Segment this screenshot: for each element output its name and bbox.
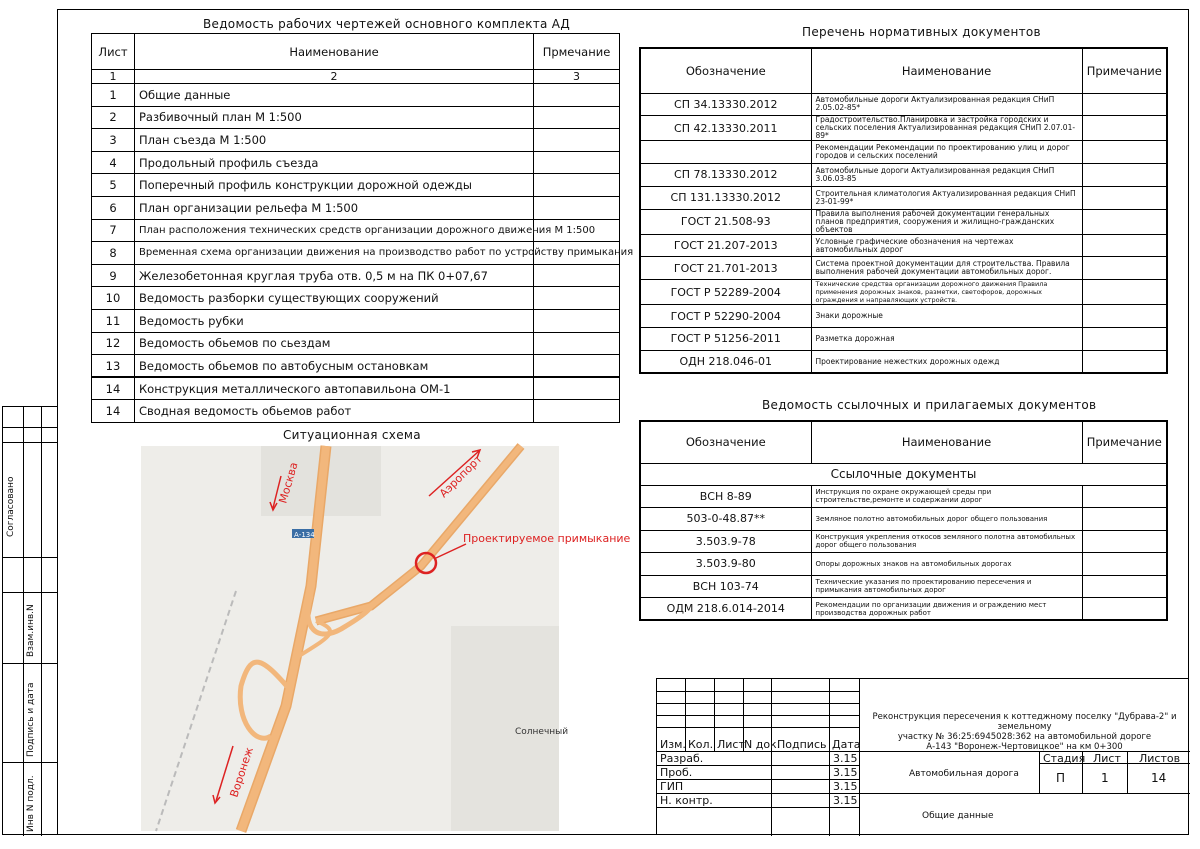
register-sheet-name: Временная схема организации движения на производство работ по устройству примыкания <box>135 242 534 265</box>
normative-row <box>640 305 1167 328</box>
reference-row <box>640 553 1167 576</box>
reference-code: 3.503.9-80 <box>640 553 811 576</box>
reference-row <box>640 575 1167 598</box>
register-sheet-note <box>534 355 620 378</box>
tb-project-title: Реконструкция пересечения к коттеджному поселку "Дубрава-2" и земельному участку № 36:25:6945028:362 на автомобильной дороге А-143 "Воронеж-Чертовицкое" на км 0+300 <box>872 712 1177 752</box>
reference-header-name: Наименование <box>811 421 1082 463</box>
register-sheet-number: 5 <box>92 174 135 197</box>
normative-code: СП 34.13330.2012 <box>640 93 811 116</box>
normative-row <box>640 257 1167 280</box>
normative-note <box>1082 328 1167 351</box>
reference-name: Инструкция по охране окружающей среды при строительстве,ремонте и содержании дорог <box>811 485 1082 508</box>
normative-row <box>640 164 1167 187</box>
margin-label-agreed: Согласовано <box>6 476 16 537</box>
register-row <box>92 129 620 152</box>
reference-note <box>1082 598 1167 621</box>
register-sheet-note <box>534 129 620 152</box>
reference-row <box>640 530 1167 553</box>
title-block <box>656 678 1189 835</box>
register-sheet-note <box>534 174 620 197</box>
normative-row <box>640 328 1167 351</box>
reference-name: Технические указания по проектированию пересечения и примыкания автомобильных дорог <box>811 575 1082 598</box>
register-header-note: Прмечание <box>534 34 620 70</box>
tb-sheet-value: 1 <box>1101 771 1109 785</box>
label-village: Солнечный <box>515 727 569 737</box>
normative-header-name: Наименование <box>811 48 1082 93</box>
margin-label-signature-date: Подпись и дата <box>26 682 36 757</box>
register-row <box>92 377 620 400</box>
register-row <box>92 242 620 265</box>
normative-note <box>1082 164 1167 187</box>
tb-date: 3.15 <box>833 752 858 765</box>
register-sheet-number: 14 <box>92 400 135 423</box>
reference-name: Конструкция укрепления откосов земляного полотна автомобильных дорог общего пользования <box>811 530 1082 553</box>
tb-header-date: Дата <box>832 738 861 751</box>
label-junction: Проектируемое примыкание <box>463 532 631 545</box>
register-sheet-note <box>534 332 620 355</box>
reference-note <box>1082 553 1167 576</box>
register-sheet-note <box>534 264 620 287</box>
normative-note <box>1082 234 1167 257</box>
normative-note <box>1082 305 1167 328</box>
margin-label-replace-inv: Взам.инв.N <box>26 604 36 657</box>
tb-header-sheet: Лист <box>717 738 745 751</box>
normative-name: Рекомендации Рекомендации по проектированию улиц и дорог городов и сельских поселений <box>811 141 1082 164</box>
register-sheet-name: Конструкция металлического автопавильона ОМ-1 <box>135 377 534 400</box>
reference-docs-table <box>639 420 1168 621</box>
reference-row <box>640 508 1167 531</box>
register-sheet-name: План расположения технических средств организации дорожного движения М 1:500 <box>135 219 534 242</box>
normative-name: Условные графические обозначения на чертежах автомобильных дорог <box>811 234 1082 257</box>
register-row <box>92 174 620 197</box>
register-sheet-note <box>534 151 620 174</box>
normative-note <box>1082 280 1167 305</box>
tb-sheets-label: Листов <box>1139 752 1181 765</box>
reference-code: ВСН 103-74 <box>640 575 811 598</box>
normative-row <box>640 280 1167 305</box>
register-sheet-name: Железобетонная круглая труба отв. 0,5 м на ПК 0+07,67 <box>135 264 534 287</box>
normative-header-note: Примечание <box>1082 48 1167 93</box>
reference-name: Опоры дорожных знаков на автомобильных дорогах <box>811 553 1082 576</box>
register-row <box>92 84 620 107</box>
reference-code: 3.503.9-78 <box>640 530 811 553</box>
register-sheet-number: 13 <box>92 355 135 378</box>
register-row <box>92 287 620 310</box>
normative-row <box>640 350 1167 373</box>
reference-section-label: Ссылочные документы <box>640 463 1167 485</box>
tb-role: ГИП <box>660 780 684 793</box>
normative-code <box>640 141 811 164</box>
register-sheet-number: 12 <box>92 332 135 355</box>
reference-name: Рекомендации по организации движения и ограждению мест производства дорожных работ <box>811 598 1082 621</box>
tb-header-qty: Кол. <box>688 738 714 751</box>
normative-code: ГОСТ Р 52290-2004 <box>640 305 811 328</box>
reference-code: ВСН 8-89 <box>640 485 811 508</box>
tb-date: 3.15 <box>833 780 858 793</box>
tb-sheets-value: 14 <box>1151 771 1167 785</box>
drawings-register-title: Ведомость рабочих чертежей основного комплекта АД <box>203 17 570 31</box>
register-sheet-number: 1 <box>92 84 135 107</box>
normative-row <box>640 209 1167 234</box>
normative-code: ГОСТ 21.508-93 <box>640 209 811 234</box>
normative-name: Автомобильные дороги Актуализированная редакция СНиП 3.06.03-85 <box>811 164 1082 187</box>
tb-role: Н. контр. <box>660 794 713 807</box>
register-header-num: 1 <box>92 70 135 84</box>
label-voronezh: Воронеж <box>227 745 256 799</box>
reference-code: 503-0-48.87** <box>640 508 811 531</box>
register-sheet-number: 3 <box>92 129 135 152</box>
drawings-register-table <box>91 33 634 423</box>
register-sheet-name: Ведомость рубки <box>135 309 534 332</box>
tb-header-doc: N док. <box>744 738 781 751</box>
normative-docs-table <box>639 47 1168 374</box>
reference-name: Земляное полотно автомобильных дорог общего пользования <box>811 508 1082 531</box>
register-sheet-note <box>534 287 620 310</box>
reference-note <box>1082 575 1167 598</box>
register-row <box>92 309 620 332</box>
normative-note <box>1082 209 1167 234</box>
tb-sheet-name: Общие данные <box>922 811 994 821</box>
tb-stage-value: П <box>1056 771 1066 785</box>
register-sheet-note <box>534 377 620 400</box>
register-header-num: 2 <box>135 70 534 84</box>
normative-row <box>640 234 1167 257</box>
normative-name: Автомобильные дороги Актуализированная редакция СНиП 2.05.02-85* <box>811 93 1082 116</box>
tb-stage-label: Стадия <box>1043 752 1086 765</box>
register-sheet-name: Ведомость обьемов по сьездам <box>135 332 534 355</box>
normative-code: СП 42.13330.2011 <box>640 116 811 141</box>
register-row <box>92 355 620 378</box>
normative-note <box>1082 257 1167 280</box>
register-row <box>92 219 620 242</box>
normative-note <box>1082 186 1167 209</box>
normative-name: Технические средства организации дорожного движения Правила применения дорожных знаков, разметки, светофоров, дорожных ограждения и направляющих устройств. <box>811 280 1082 305</box>
register-sheet-name: Ведомость обьемов по автобусным остановкам <box>135 355 534 378</box>
normative-name: Градостроительство.Планировка и застройка городских и сельских поселения Актуализированная редакция СНиП 2.07.01-89* <box>811 116 1082 141</box>
margin-label-inv-original: Инв N подл. <box>26 775 36 832</box>
register-sheet-number: 10 <box>92 287 135 310</box>
tb-header-change: Изм. <box>660 738 686 751</box>
site-scheme-drawing <box>141 446 631 831</box>
normative-code: СП 131.13330.2012 <box>640 186 811 209</box>
register-row <box>92 196 620 219</box>
normative-name: Правила выполнения рабочей документации генеральных планов предприятия, сооружения и жилищно-гражданских объектов <box>811 209 1082 234</box>
register-sheet-note <box>534 400 620 423</box>
normative-name: Система проектной документации для строительства. Правила выполнения рабочей документации автомобильных дорог. <box>811 257 1082 280</box>
reference-note <box>1082 530 1167 553</box>
register-sheet-name: Продольный профиль съезда <box>135 151 534 174</box>
register-sheet-name: Общие данные <box>135 84 534 107</box>
register-sheet-note <box>534 309 620 332</box>
tb-header-signature: Подпись <box>777 738 827 751</box>
normative-row <box>640 186 1167 209</box>
register-row <box>92 264 620 287</box>
normative-row <box>640 116 1167 141</box>
register-row <box>92 151 620 174</box>
tb-role: Проб. <box>660 766 693 779</box>
approval-margin <box>2 406 57 835</box>
normative-note <box>1082 116 1167 141</box>
normative-note <box>1082 93 1167 116</box>
normative-name: Разметка дорожная <box>811 328 1082 351</box>
site-scheme-title: Ситуационная схема <box>283 428 421 442</box>
register-sheet-number: 14 <box>92 377 135 400</box>
register-row <box>92 106 620 129</box>
register-sheet-note <box>534 196 620 219</box>
tb-sheet-label: Лист <box>1093 752 1121 765</box>
normative-row <box>640 93 1167 116</box>
normative-name: Строительная климатология Актуализированная редакция СНиП 23-01-99* <box>811 186 1082 209</box>
register-sheet-name: План организации рельефа М 1:500 <box>135 196 534 219</box>
normative-name: Знаки дорожные <box>811 305 1082 328</box>
register-header-name: Наименование <box>135 34 534 70</box>
tb-role: Разраб. <box>660 752 704 765</box>
label-airport: Аэропорт <box>436 452 485 501</box>
reference-row <box>640 485 1167 508</box>
normative-note <box>1082 141 1167 164</box>
normative-code: ОДН 218.046-01 <box>640 350 811 373</box>
register-sheet-name: Разбивочный план М 1:500 <box>135 106 534 129</box>
reference-code: ОДМ 218.6.014-2014 <box>640 598 811 621</box>
register-sheet-name: Ведомость разборки существующих сооружений <box>135 287 534 310</box>
register-sheet-note <box>534 106 620 129</box>
road-shield-label: А-134 <box>294 531 315 539</box>
normative-docs-title: Перечень нормативных документов <box>802 25 1041 39</box>
site-scheme-map <box>141 446 631 831</box>
normative-code: ГОСТ 21.207-2013 <box>640 234 811 257</box>
register-row <box>92 400 620 423</box>
reference-docs-title: Ведомость ссылочных и прилагаемых документов <box>762 398 1097 412</box>
normative-row <box>640 141 1167 164</box>
label-moscow: Москва <box>276 460 301 505</box>
reference-note <box>1082 485 1167 508</box>
reference-note <box>1082 508 1167 531</box>
normative-code: ГОСТ Р 52289-2004 <box>640 280 811 305</box>
register-sheet-number: 7 <box>92 219 135 242</box>
tb-date: 3.15 <box>833 794 858 807</box>
normative-code: ГОСТ 21.701-2013 <box>640 257 811 280</box>
register-sheet-number: 11 <box>92 309 135 332</box>
register-sheet-number: 9 <box>92 264 135 287</box>
register-header-num: 3 <box>534 70 620 84</box>
register-row <box>92 332 620 355</box>
reference-header-code: Обозначение <box>640 421 811 463</box>
reference-header-note: Примечание <box>1082 421 1167 463</box>
normative-header-code: Обозначение <box>640 48 811 93</box>
tb-object: Автомобильная дорога <box>909 769 1019 779</box>
tb-date: 3.15 <box>833 766 858 779</box>
normative-name: Проектирование нежестких дорожных одежд <box>811 350 1082 373</box>
normative-code: ГОСТ Р 51256-2011 <box>640 328 811 351</box>
normative-note <box>1082 350 1167 373</box>
reference-row <box>640 598 1167 621</box>
register-sheet-name: Поперечный профиль конструкции дорожной одежды <box>135 174 534 197</box>
register-sheet-note <box>534 84 620 107</box>
register-header-sheet: Лист <box>92 34 135 70</box>
register-sheet-name: Сводная ведомость обьемов работ <box>135 400 534 423</box>
register-sheet-number: 4 <box>92 151 135 174</box>
register-sheet-number: 2 <box>92 106 135 129</box>
register-sheet-number: 6 <box>92 196 135 219</box>
register-sheet-number: 8 <box>92 242 135 265</box>
register-sheet-name: План съезда М 1:500 <box>135 129 534 152</box>
normative-code: СП 78.13330.2012 <box>640 164 811 187</box>
